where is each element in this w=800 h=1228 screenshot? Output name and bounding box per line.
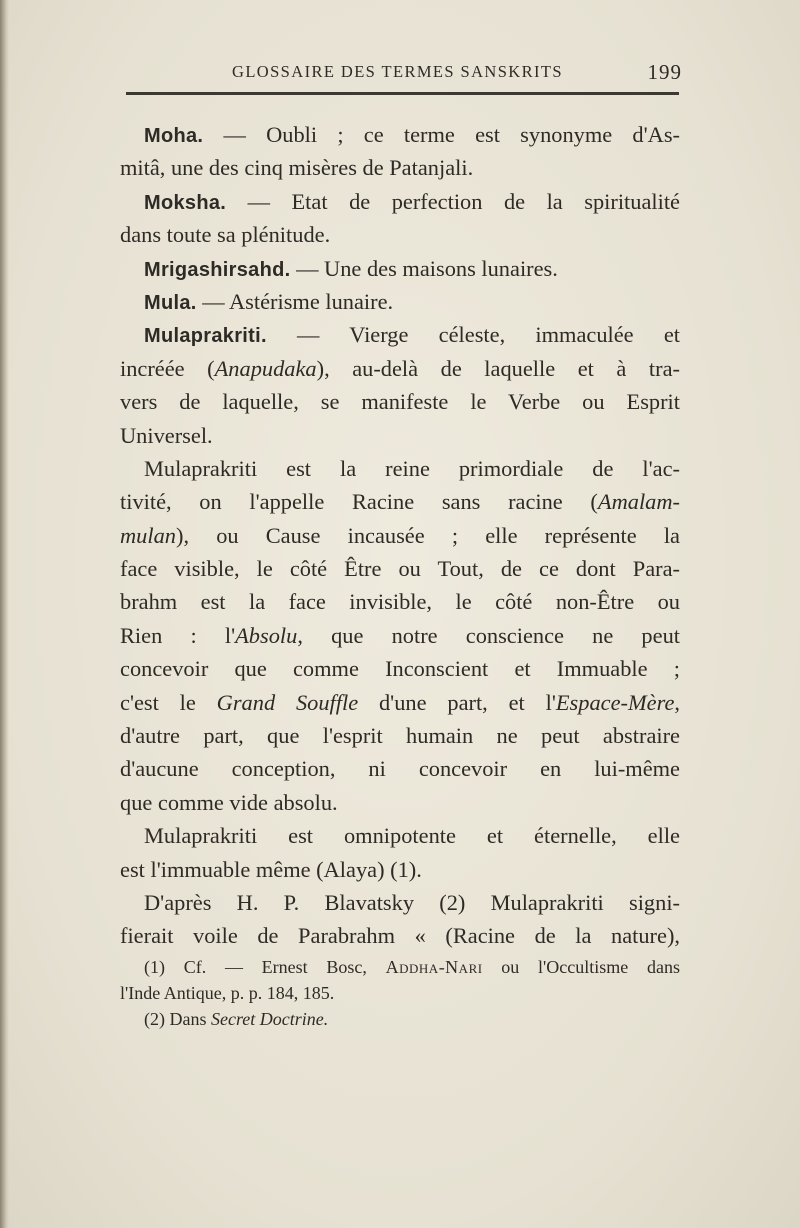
text-run: incréée ( — [120, 355, 215, 381]
running-head-title: GLOSSAIRE DES TERMES SANSKRITS — [232, 62, 563, 81]
text-line: D'après H. P. Blavatsky (2) Mulaprakriti signi- — [144, 889, 680, 915]
term-mulaprakriti: Mulaprakriti. — [144, 325, 267, 348]
text-line: que comme vide absolu. — [120, 789, 338, 815]
text-run: (2) Dans — [144, 1009, 211, 1029]
header-rule — [126, 92, 679, 95]
term-moha: Moha. — [144, 125, 204, 147]
text-run: ), au-delà de laquelle et à tra- — [316, 355, 680, 381]
text-line: Mulaprakriti est la reine primordiale de l'ac- — [144, 455, 680, 481]
text-line: face visible, le côté Être ou Tout, de ce dont Para- — [120, 556, 680, 582]
running-head — [232, 60, 682, 88]
glossary-text — [120, 118, 680, 953]
text-run: ), ou Cause incausée ; elle représente la — [175, 522, 680, 548]
term-mrigashirsahd: Mrigashirsahd. — [144, 258, 291, 281]
definition-text: — Astérisme lunaire. — [196, 288, 394, 314]
text-run: ou l'Occultisme dans — [482, 957, 680, 977]
definition-text: — Oubli ; ce terme est synonyme d'As- — [203, 122, 680, 147]
entry-moha — [120, 118, 680, 151]
text-line: fierait voile de Parabrahm « (Racine de la nature), — [120, 923, 680, 949]
text-run: tivité, on l'appelle Racine sans racine ( — [120, 489, 598, 515]
text-line: concevoir que comme Inconscient et Immuable ; — [120, 656, 680, 682]
text-line: brahm est la face invisible, le côté non-Être ou — [120, 589, 680, 615]
text-line — [120, 352, 680, 385]
text-line: d'aucune conception, ni concevoir en lui-même — [120, 756, 680, 782]
entry-moksha — [120, 185, 680, 218]
definition-text: — Vierge céleste, immaculée et — [266, 322, 680, 348]
entry-mulaprakriti — [120, 318, 680, 351]
small-caps-title: Addha-Nari — [385, 957, 483, 977]
entry-mula — [120, 285, 680, 318]
entry-mrigashirsahd — [120, 252, 680, 285]
text-line: dans toute sa plénitude. — [120, 222, 331, 248]
text-line: est l'immuable même (Alaya) (1). — [120, 856, 422, 882]
italic-term: Anapudaka — [214, 355, 317, 381]
footnote-1-continued: l'Inde Antique, p. p. 184, 185. — [120, 983, 335, 1003]
text-run: (1) Cf. — Ernest Bosc, — [144, 957, 386, 977]
text-line: Universel. — [120, 422, 213, 448]
text-line — [120, 485, 680, 518]
definition-text: — Une des maisons lunaires. — [290, 255, 558, 281]
italic-term: Amalam- — [597, 489, 680, 515]
text-line: d'autre part, que l'esprit humain ne peut abstraire — [120, 723, 680, 749]
text-line — [120, 619, 680, 652]
page-number: 199 — [647, 60, 682, 84]
term-mula: Mula. — [144, 291, 197, 314]
footnotes — [120, 954, 680, 1032]
footnote-2 — [120, 1006, 680, 1032]
page-edge-shadow — [0, 0, 9, 1228]
definition-text: — Etat de perfection de la spiritualité — [226, 188, 680, 214]
text-run: , — [674, 689, 680, 715]
footnote-1 — [120, 954, 680, 980]
text-run: , que notre conscience ne peut — [297, 622, 680, 648]
text-line — [120, 519, 680, 552]
italic-term: Grand Souffle — [216, 689, 359, 715]
text-run: d'une part, et l' — [358, 689, 556, 715]
text-line: Mulaprakriti est omnipotente et éternelle, elle — [144, 823, 680, 849]
text-run: c'est le — [120, 689, 217, 715]
text-line: vers de laquelle, se manifeste le Verbe ou Esprit — [120, 389, 680, 415]
italic-title: Secret Doctrine. — [210, 1009, 329, 1029]
italic-term: Absolu — [235, 622, 298, 648]
text-line: mitâ, une des cinq misères de Patanjali. — [120, 155, 474, 181]
text-run: Rien : l' — [120, 622, 236, 648]
term-moksha: Moksha. — [144, 191, 227, 214]
italic-term: Espace-Mère — [555, 689, 675, 715]
text-line — [120, 686, 680, 719]
italic-term: mulan — [120, 522, 176, 548]
